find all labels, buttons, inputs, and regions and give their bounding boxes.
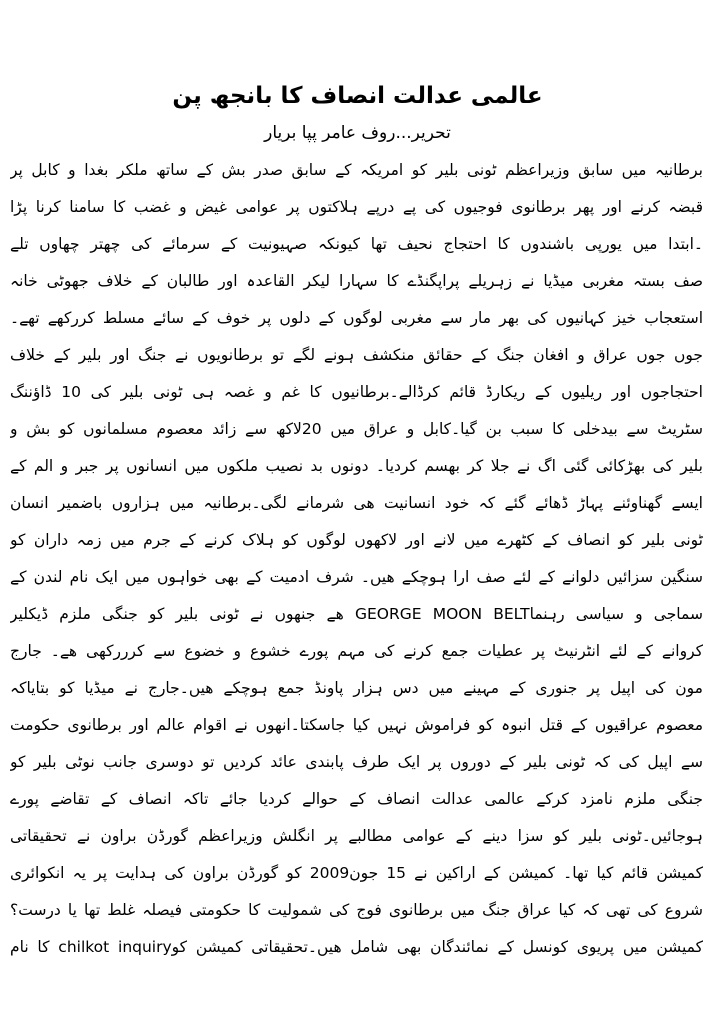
text-line: ایسے گھناوئنے پہاڑ ڈھائے گئے کہ خود انسانیت ھی شرمانے لگی۔برطانیہ میں ہزاروں باضمیر انسان (10, 494, 703, 512)
text-line: مون کی اپیل پر جنوری کے مہینے میں دس ہزار پاونڈ جمع ہوچکے ھیں۔جارج نے میڈیا کو بتایاکہ (10, 679, 703, 697)
text-line: جنگی ملزم نامزد کرکے عالمی عدالت انصاف کے حوالے کردیا جائے تاکہ انصاف کے تقاضے پورے (10, 790, 703, 808)
text-line: بلیر کی بھڑکائی گئی اگ نے جلا کر بھسم کردیا۔ دونوں بد نصیب ملکوں میں انسانوں پر جبر و الم کے (10, 457, 703, 475)
article-byline: تحریر...روف عامر پپا بریار (264, 123, 451, 143)
text-line: ٹونی بلیر کو انصاف کے کٹھرے میں لانے اور لاکھوں لوگوں کو ہلاک کرنے کے جرم میں زمہ داران کو (10, 531, 703, 549)
text-line: کمیشن قائم کیا تھا۔ کمیشن کے اراکین نے 15 جون2009 کو گورڈن براون کی ہدایت پر یہ انکوائری (10, 864, 703, 882)
text-line: ۔ابتدا میں یورپی باشندوں کا احتجاج نحیف تھا کیونکہ صہیونیت کے سرمائے کی چھتر چھاوں تلے (10, 235, 703, 253)
text-line: کمیشن میں پریوی کونسل کے نمائندگان بھی شامل ھیں۔تحقیقاتی کمیشن کوchilkot inquiry کا نام (10, 938, 703, 956)
text-line: شروع کی تھی کہ کیا عراق جنگ میں برطانوی فوج کی شمولیت کا حکومتی فیصلہ غلط تھا یا درست؟ (10, 901, 703, 919)
text-line: سماجی و سیاسی رہنماGEORGE MOON BELT ھے جنھوں نے ٹونی بلیر کو جنگی ملزم ڈیکلیر (10, 605, 703, 623)
text-line: سنگین سزائیں دلوانے کے لئے صف ارا ہوچکے ھیں۔ شرف ادمیت کے بھی خواہوں میں ایک نام لندن کے (10, 568, 703, 586)
text-line: معصوم عراقیوں کے قتل انبوہ کو فراموش نہیں کیا جاسکتا۔انھوں نے اقوام عالم اور برطانوی حکومت (10, 716, 703, 734)
text-line: سے اپیل کی کہ ٹونی بلیر کے دوروں پر ایک طرف پابندی عائد کردیں تو دوسری جانب نوٹی بلیر کو (10, 753, 703, 771)
text-line: جوں جوں عراق و افغان جنگ کے حقائق منکشف ہونے لگے تو برطانویوں نے جنگ اور بلیر کے خلاف (10, 346, 703, 364)
text-line: صف بستہ مغربی میڈیا نے زہریلے پراپگنڈے کا سہارا لیکر القاعدہ اور طالبان کے خلاف جھوٹی خانہ (10, 272, 703, 290)
article-body (10, 152, 703, 966)
text-line: ہوجائیں۔ٹونی بلیر کو سزا دینے کے عوامی مطالبے پر انگلش وزیراعظم گورڈن براون نے تحقیقاتی (10, 827, 703, 845)
text-line: قبضہ کرنے اور پھر برطانوی فوجیوں کی پے درپے ہلاکتوں پر عوامی غیض و غضب کا سامنا کرنا پڑا (10, 198, 703, 216)
article-title: عالمی عدالت انصاف کا بانجھ پن (172, 83, 543, 109)
text-line: احتجاجوں اور ریلیوں کے ریکارڈ قائم کرڈالے۔برطانیوں کا غم و غصہ ہی ٹونی بلیر کی 10 ڈاؤننگ (10, 383, 703, 401)
text-line: برطانیہ میں سابق وزیراعظم ٹونی بلیر کو امریکہ کے سابق صدر بش کے ساتھ ملکر بغدا و کابل پر (10, 161, 703, 179)
text-line: کروانے کے لئے انٹرنیٹ پر عطیات جمع کرنے کی مہم پورے خشوع و خضوع سے کرررکھی ھے۔ جارج (10, 642, 703, 660)
text-line: سٹریٹ سے بیدخلی کا سبب بن گیا۔کابل و عراق میں 20لاکھ سے زائد معصوم مسلمانوں کو بش و (10, 420, 703, 438)
text-line: استعجاب خیز کہانیوں کی بھر مار سے مغربی لوگوں کے دلوں پر خوف کے سائے مسلط کررکھے تھے۔ (10, 309, 703, 327)
